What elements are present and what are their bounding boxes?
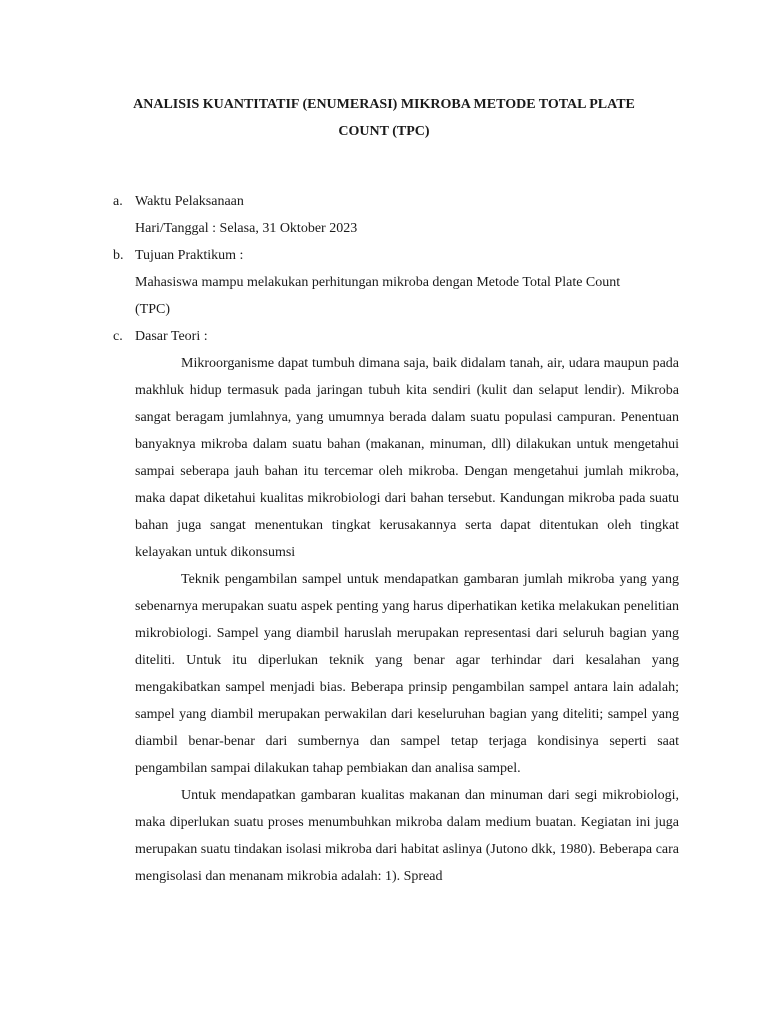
theory-paragraph-3: Untuk mendapatkan gambaran kualitas makanan dan minuman dari segi mikrobiologi, maka diperlukan suatu proses menumbuhkan mikroba dalam medium buatan. Kegiatan ini juga merupakan suatu tindakan isolasi mikroba dari habitat aslinya (Jutono dkk, 1980). Beberapa cara mengisolasi dan menanam mikrobia adalah: 1). Spread <box>135 788 679 884</box>
section-b-label: Tujuan Praktikum : <box>135 248 244 263</box>
section-c-marker: c. <box>113 329 123 344</box>
theory-paragraph-1: Mikroorganisme dapat tumbuh dimana saja, baik didalam tanah, air, udara maupun pada makhluk hidup termasuk pada jaringan tubuh kita sendiri (kulit dan selaput lendir). Mikroba sangat beragam jumlahnya, yang umumnya berada dalam suatu populasi campuran. Penentuan banyaknya mikroba dalam suatu bahan (makanan, minuman, dll) dilakukan untuk mengetahui sampai seberapa jauh bahan itu tercemar oleh mikroba. Dengan mengetahui jumlah mikroba, maka dapat diketahui kualitas mikrobiologi dari bahan tersebut. Kandungan mikroba pada suatu bahan juga sangat menentukan tingkat kerusakannya serta dapat ditentukan oleh tingkat kelayakan untuk dikonsumsi <box>135 356 679 560</box>
section-a-marker: a. <box>113 194 123 209</box>
title-line-1: ANALISIS KUANTITATIF (ENUMERASI) MIKROBA METODE TOTAL PLATE <box>133 97 635 112</box>
section-b-objective-line-1: Mahasiswa mampu melakukan perhitungan mikroba dengan Metode Total Plate Count <box>135 275 621 290</box>
section-a <box>113 188 679 242</box>
section-list <box>113 188 679 890</box>
section-b-objective-line-2: (TPC) <box>135 302 170 317</box>
section-c <box>113 323 679 890</box>
section-b <box>113 242 679 323</box>
section-b-marker: b. <box>113 248 124 263</box>
document-title <box>110 91 658 145</box>
theory-paragraph-2: Teknik pengambilan sampel untuk mendapatkan gambaran jumlah mikroba yang yang sebenarnya merupakan suatu aspek penting yang harus diperhatikan ketika melakukan penelitian mikrobiologi. Sampel yang diambil haruslah merupakan representasi dari seluruh bagian yang diteliti. Untuk itu diperlukan teknik yang benar agar terhindar dari kesalahan yang mengakibatkan sampel menjadi bias. Beberapa prinsip pengambilan sampel antara lain adalah; sampel yang diambil merupakan perwakilan dari keseluruhan bagian yang diteliti; sampel yang diambil benar-benar dari sumbernya dan sampel tetap terjaga kondisinya seperti saat pengambilan sampai dilakukan tahap pembiakan dan analisa sampel. <box>135 572 679 776</box>
section-c-label: Dasar Teori : <box>135 329 208 344</box>
section-a-date: Hari/Tanggal : Selasa, 31 Oktober 2023 <box>135 221 358 236</box>
section-a-label: Waktu Pelaksanaan <box>135 194 244 209</box>
title-line-2: COUNT (TPC) <box>338 124 430 139</box>
